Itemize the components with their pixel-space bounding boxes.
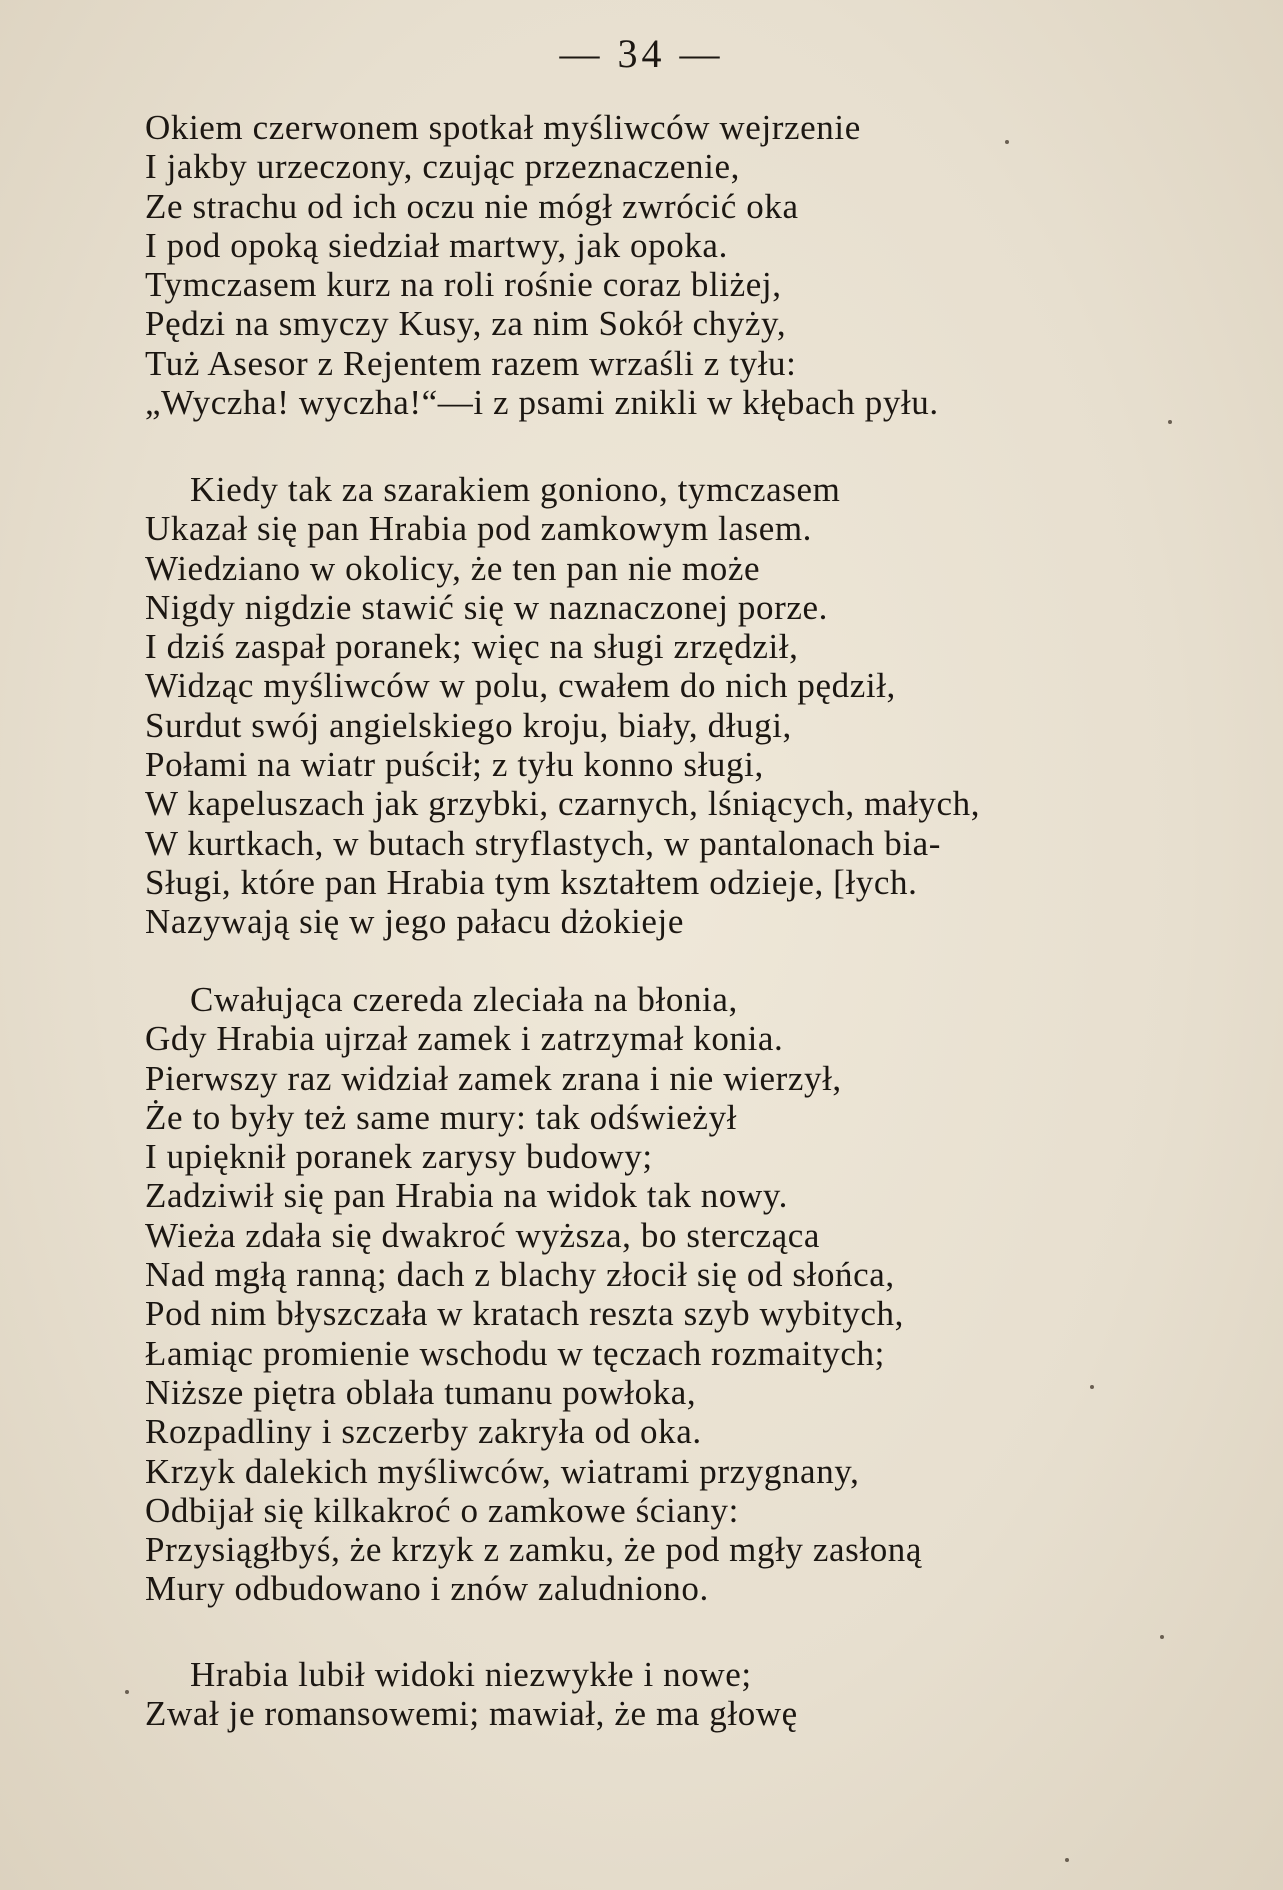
stanza-2 [145,470,980,942]
verse-line: Cwałująca czereda zleciała na błonia, [190,980,738,1019]
verse-line: Ukazał się pan Hrabia pod zamkowym lasem. [145,509,813,549]
verse-line: Że to były też same mury: tak odświeżył [145,1097,737,1137]
verse-line: Nazywają się w jego pałacu dżokieje [145,902,684,942]
verse-line: Surdut swój angielskiego kroju, biały, długi, [145,705,792,745]
verse-line: Niższe piętra oblała tumanu powłoka, [145,1372,697,1412]
paper-speck [1160,1635,1164,1639]
paper-speck [1168,420,1172,424]
verse-line: Tuż Asesor z Rejentem razem wrzaśli z tyłu: [145,343,797,383]
stanza-3 [145,980,922,1609]
verse-line: Tymczasem kurz na roli rośnie coraz bliżej, [145,265,782,305]
verse-line: Wiedziano w okolicy, że ten pan nie może [145,548,761,588]
verse-line: Pędzi na smyczy Kusy, za nim Sokół chyży, [145,304,787,344]
paper-speck [1005,140,1009,144]
verse-line: Ze strachu od ich oczu nie mógł zwrócić oka [145,186,799,226]
verse-line: „Wyczha! wyczha!“—i z psami znikli w kłębach pyłu. [145,383,939,423]
verse-line: Odbijał się kilkakroć o zamkowe ściany: [145,1490,739,1530]
verse-line: Rozpadliny i szczerby zakryła od oka. [145,1412,702,1452]
verse-line: Mury odbudowano i znów zaludniono. [145,1569,709,1609]
verse-line: Zadziwił się pan Hrabia na widok tak nowy. [145,1176,789,1216]
stanza-1 [145,108,939,422]
verse-line: Gdy Hrabia ujrzał zamek i zatrzymał konia. [145,1019,784,1059]
verse-line: Wieża zdała się dwakroć wyższa, bo stercząca [145,1215,821,1255]
verse-line: I upięknił poranek zarysy budowy; [145,1137,653,1177]
verse-line: I pod opoką siedział martwy, jak opoka. [145,225,728,265]
verse-line: Okiem czerwonem spotkał myśliwców wejrzenie [145,108,861,147]
verse-line: Przysiągłbyś, że krzyk z zamku, że pod mgły zasłoną [145,1530,923,1570]
verse-line: Hrabia lubił widoki niezwykłe i nowe; [190,1655,752,1694]
verse-line: Połami na wiatr puścił; z tyłu konno sługi, [145,745,764,785]
verse-line: Sługi, które pan Hrabia tym kształtem odzieje, [łych. [145,862,918,902]
paper-speck [1065,1858,1069,1862]
verse-line: Widząc myśliwców w polu, cwałem do nich pędził, [145,666,896,706]
stanza-4 [145,1655,798,1734]
verse-line: W kurtkach, w butach stryflastych, w pantalonach bia- [145,823,942,863]
verse-line: Zwał je romansowemi; mawiał, że ma głowę [145,1694,798,1734]
verse-line: W kapeluszach jak grzybki, czarnych, lśniących, małych, [145,784,981,824]
verse-line: Kiedy tak za szarakiem goniono, tymczasem [190,470,841,509]
verse-line: Nad mgłą ranną; dach z blachy złocił się od słońca, [145,1255,895,1295]
verse-line: Pierwszy raz widział zamek zrana i nie wierzył, [145,1058,842,1098]
paper-speck [1090,1385,1094,1389]
verse-line: Pod nim błyszczała w kratach reszta szyb wybitych, [145,1294,904,1334]
verse-line: Krzyk dalekich myśliwców, wiatrami przygnany, [145,1451,860,1491]
page-number: — 34 — [559,31,724,76]
verse-line: I jakby urzeczony, czując przeznaczenie, [145,147,740,187]
paper-speck [125,1690,129,1694]
verse-line: Nigdy nigdzie stawić się w naznaczonej porze. [145,587,828,627]
verse-line: Łamiąc promienie wschodu w tęczach rozmaitych; [145,1333,885,1373]
verse-line: I dziś zaspał poranek; więc na sługi zrzędził, [145,627,799,667]
